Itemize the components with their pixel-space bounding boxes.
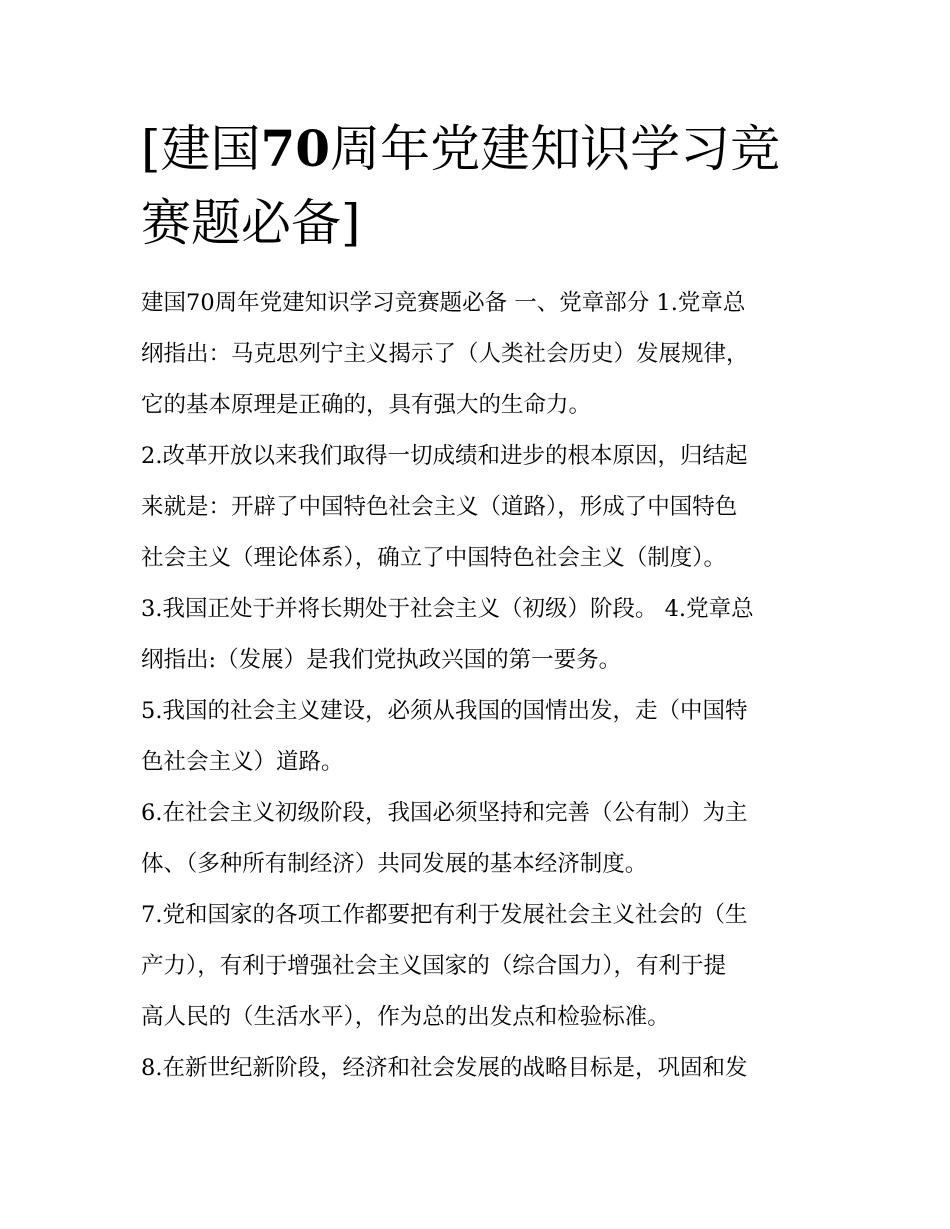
paragraph-5 (141, 788, 821, 890)
text-line: 7.党和国家的各项工作都要把有利于发展社会主义社会的（生 (141, 902, 748, 928)
document-title (141, 112, 841, 260)
text-line: 它的基本原理是正确的，具有强大的生命力。 (141, 392, 592, 418)
text-line: 产力），有利于增强社会主义国家的（综合国力），有利于提 (141, 953, 727, 979)
text-line: 色社会主义）道路。 (141, 749, 344, 775)
paragraph-6 (141, 890, 821, 1043)
text-line: 纲指出：马克思列宁主义揭示了（人类社会历史）发展规律， (141, 341, 749, 367)
text-line: 8.在新世纪新阶段，经济和社会发展的战略目标是，巩固和发 (141, 1055, 748, 1081)
title-line: 赛题必备] (141, 194, 361, 252)
document-body (141, 278, 821, 1094)
text-line: 高人民的（生活水平），作为总的出发点和检验标准。 (141, 1004, 670, 1030)
title-line: [建国70周年党建知识学习竞 (141, 119, 781, 178)
text-line: 3.我国正处于并将长期处于社会主义（初级）阶段。 4.党章总 (141, 596, 754, 622)
text-line: 纲指出:（发展）是我们党执政兴国的第一要务。 (141, 647, 622, 673)
text-line: 6.在社会主义初级阶段，我国必须坚持和完善（公有制）为主 (141, 800, 748, 826)
text-line: 体、（多种所有制经济）共同发展的基本经济制度。 (141, 851, 648, 877)
text-line: 来就是：开辟了中国特色社会主义（道路），形成了中国特色 (141, 494, 738, 520)
paragraph-1 (141, 278, 821, 431)
paragraph-7 (141, 1043, 821, 1094)
paragraph-3 (141, 584, 821, 686)
paragraph-4 (141, 686, 821, 788)
text-line: 2.改革开放以来我们取得一切成绩和进步的根本原因，归结起 (141, 443, 748, 469)
paragraph-2 (141, 431, 821, 584)
text-line: 5.我国的社会主义建设，必须从我国的国情出发，走（中国特 (141, 698, 748, 724)
text-line: 建国70周年党建知识学习竞赛题必备 一、党章部分 1.党章总 (141, 290, 746, 316)
text-line: 社会主义（理论体系），确立了中国特色社会主义（制度）。 (141, 545, 727, 571)
